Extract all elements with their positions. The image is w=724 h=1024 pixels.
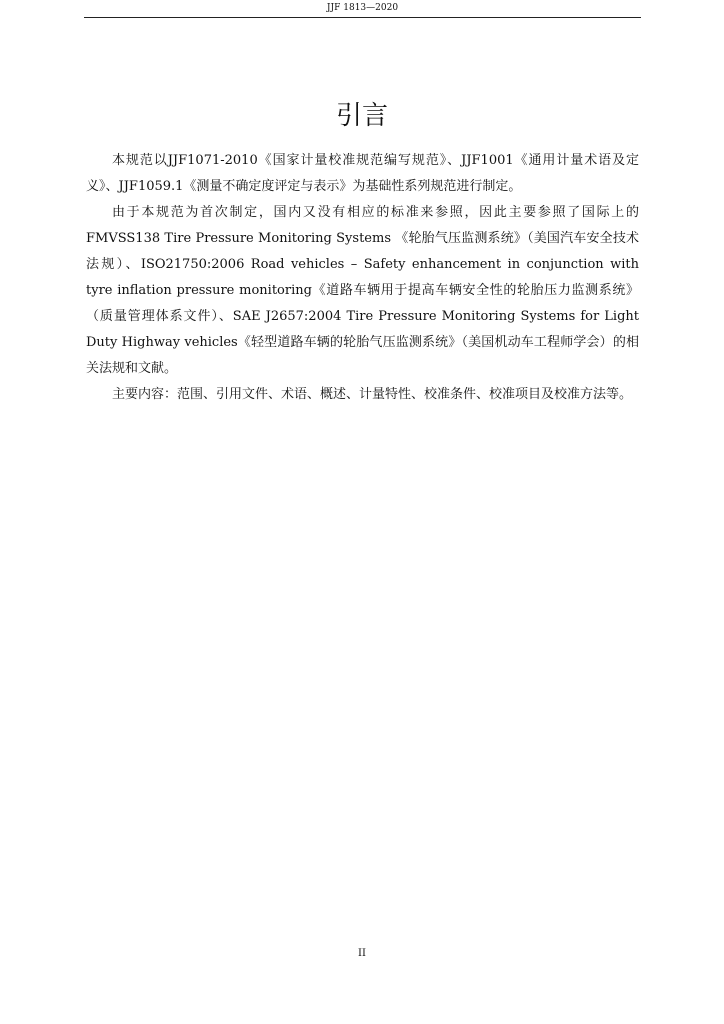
paragraph-contents: 主要内容：范围、引用文件、术语、概述、计量特性、校准条件、校准项目及校准方法等。: [112, 387, 633, 402]
document-code: JJF 1813—2020: [326, 3, 399, 13]
paragraph-basis: 本规范以JJF1071-2010《国家计量校准规范编写规范》、JJF1001《通用计量术语及定义》、JJF1059.1《测量不确定度评定与表示》为基础性系列规范进行制定。: [86, 153, 639, 194]
document-body: [86, 148, 639, 408]
running-header: [84, 0, 641, 18]
page-number: II: [358, 948, 366, 959]
paragraph-references: 由于本规范为首次制定，国内又没有相应的标准来参照，因此主要参照了国际上的FMVSS138 Tire Pressure Monitoring Systems 《轮胎气压监测系统》（美国汽车安全技术法规）、ISO21750:2006 Road vehicles – Safety enhancement in conjunction with tyre inflation pressure monitoring《道路车辆用于提高车辆安全性的轮胎压力监测系统》（质量管理体系文件）、SAE J2657:2004 Tire Pressure Monitoring Systems for Light Duty Highway vehicles《轻型道路车辆的轮胎气压监测系统》（美国机动车工程师学会）的相关法规和文献。: [86, 205, 639, 376]
page-footer: [0, 946, 724, 962]
section-title: 引言: [335, 101, 388, 131]
